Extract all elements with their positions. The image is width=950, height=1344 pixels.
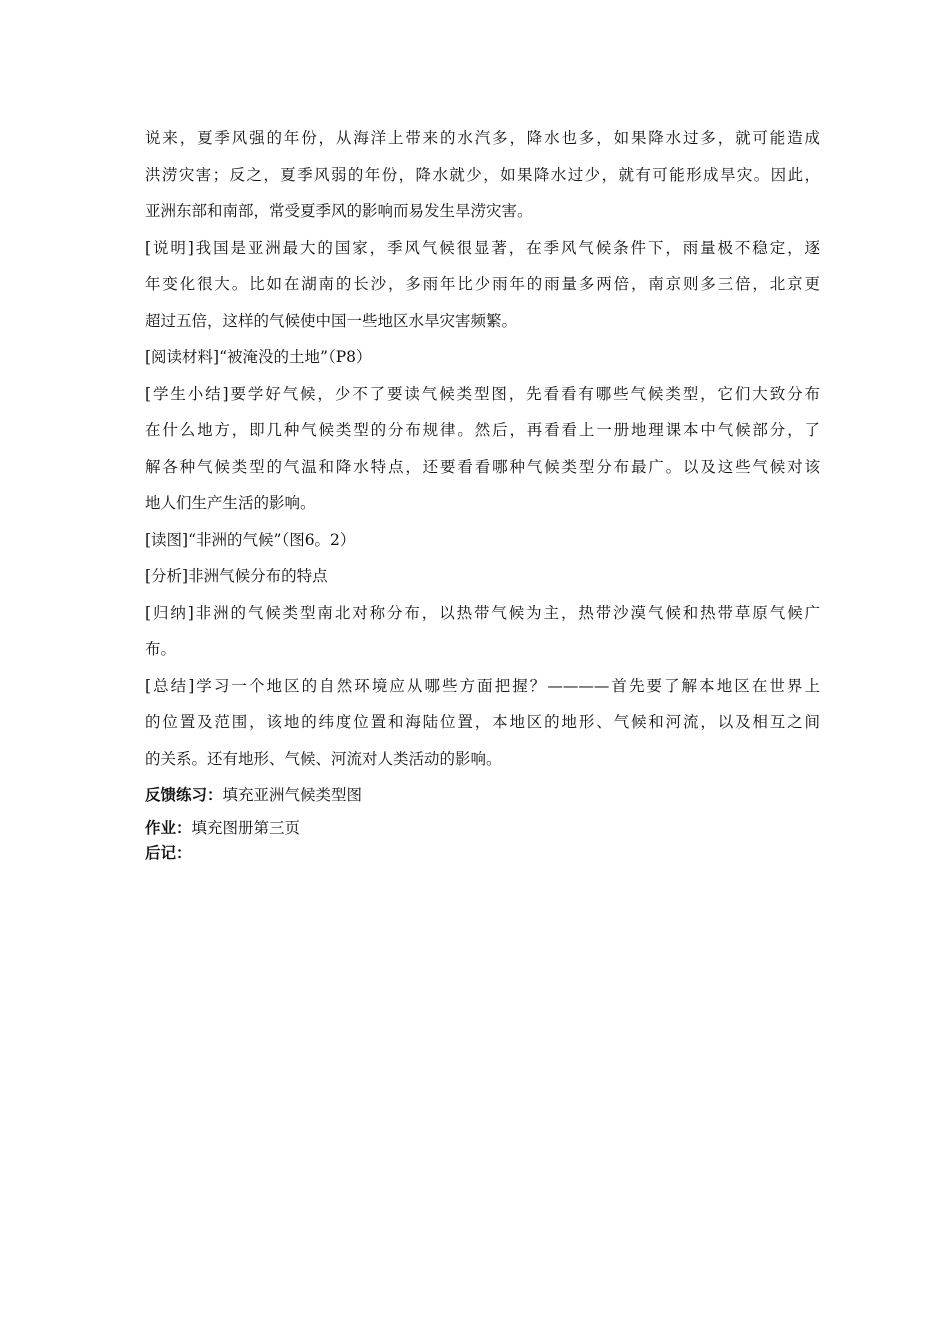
homework-text: 填充图册第三页 bbox=[191, 818, 301, 837]
text-line: 说来，夏季风强的年份，从海洋上带来的水汽多，降水也多，如果降水过多，就可能造成 bbox=[145, 129, 820, 147]
text-line: [分析]非洲气候分布的特点 bbox=[145, 567, 328, 585]
text-line: 超过五倍，这样的气候使中国一些地区水旱灾害频繁。 bbox=[145, 311, 518, 330]
text-line: [读图]“非洲的气候”（图6。2） bbox=[145, 530, 356, 549]
feedback-text: 填充亚洲气候类型图 bbox=[222, 786, 363, 804]
text-line: [归纳]非洲的气候类型南北对称分布，以热带气候为主，热带沙漠气候和热带草原气候广 bbox=[145, 603, 820, 622]
text-line: 年变化很大。比如在湖南的长沙，多雨年比少雨年的雨量多两倍，南京则多三倍，北京更 bbox=[145, 275, 820, 293]
text-line: 在什么地方，即几种气候类型的分布规律。然后，再看看上一册地理课本中气候部分，了 bbox=[145, 421, 820, 439]
text-line: 的关系。还有地形、气候、河流对人类活动的影响。 bbox=[145, 749, 502, 768]
feedback-line bbox=[145, 777, 820, 814]
text-line: 洪涝灾害；反之，夏季风弱的年份，降水就少，如果降水过少，就有可能形成旱灾。因此， bbox=[145, 165, 820, 184]
document-body bbox=[145, 120, 820, 864]
text-line: [阅读材料]“被淹没的土地”（P8） bbox=[145, 348, 372, 366]
text-line: [学生小结]要学好气候，少不了要读气候类型图，先看看有哪些气候类型，它们大致分布 bbox=[145, 384, 820, 403]
text-line: 亚洲东部和南部，常受夏季风的影响而易发生旱涝灾害。 bbox=[145, 202, 533, 220]
homework-line bbox=[145, 814, 820, 842]
postscript-label: 后记： bbox=[145, 843, 192, 862]
text-line: 布。 bbox=[145, 640, 177, 658]
text-line: [说明]我国是亚洲最大的国家，季风气候很显著，在季风气候条件下，雨量极不稳定，逐 bbox=[145, 238, 820, 257]
postscript-line bbox=[145, 842, 820, 864]
text-line: 地人们生产生活的影响。 bbox=[145, 494, 316, 512]
text-line: [总结]学习一个地区的自然环境应从哪些方面把握？————首先要了解本地区在世界上 bbox=[145, 676, 820, 695]
text-line: 的位置及范围，该地的纬度位置和海陆位置，本地区的地形、气候和河流，以及相互之间 bbox=[145, 713, 820, 731]
homework-label: 作业： bbox=[145, 818, 192, 837]
text-line: 解各种气候类型的气温和降水特点，还要看看哪种气候类型分布最广。以及这些气候对该 bbox=[145, 457, 820, 476]
feedback-label: 反馈练习： bbox=[145, 786, 223, 804]
